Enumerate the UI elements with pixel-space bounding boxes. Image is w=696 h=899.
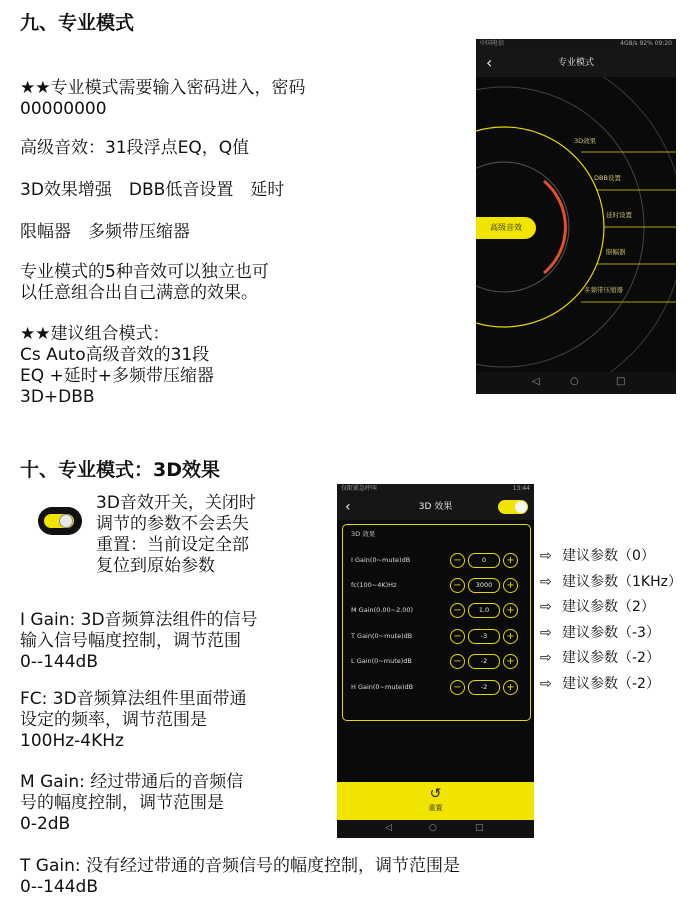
s9-line: 专业模式的5种音效可以独立也可 xyxy=(20,262,269,282)
s9-line: 限幅器 多频带压缩器 xyxy=(20,222,190,242)
panel-title: 3D 效果 xyxy=(351,530,376,538)
suggestion-line xyxy=(540,596,655,616)
nav-home-icon[interactable]: ○ xyxy=(570,376,579,387)
param-label: T Gain(0~mute)dB xyxy=(351,632,413,640)
para-line: 0--144dB xyxy=(20,877,98,897)
back-icon[interactable]: ‹ xyxy=(486,53,493,72)
suggestion-text: 建议参数（1KHz） xyxy=(562,574,682,590)
plus-button[interactable]: + xyxy=(503,603,518,618)
toggle-desc: 复位到原始参数 xyxy=(96,556,215,576)
nav-recents-icon[interactable]: □ xyxy=(475,823,484,833)
menu-item-dbb[interactable]: DBB设置 xyxy=(594,174,621,182)
param-value[interactable]: -2 xyxy=(468,680,500,695)
arrow-icon: ⇨ xyxy=(540,599,552,615)
status-left: 仅限紧急呼叫 xyxy=(341,485,378,492)
param-label: fc(100~4K)Hz xyxy=(351,581,397,589)
status-bar xyxy=(476,39,676,49)
menu-item-3d[interactable]: 3D效果 xyxy=(574,137,597,145)
android-nav-bar xyxy=(476,372,676,394)
reset-label: 重置 xyxy=(428,804,443,812)
menu-item-limiter[interactable]: 限幅器 xyxy=(606,248,626,256)
suggestion-line xyxy=(540,647,660,667)
arrow-icon: ⇨ xyxy=(540,650,552,666)
page-title: 专业模式 xyxy=(557,58,594,68)
plus-button[interactable]: + xyxy=(503,654,518,669)
page-title: 3D 效果 xyxy=(418,502,453,512)
param-value[interactable]: -3 xyxy=(468,629,500,644)
suggestion-line xyxy=(540,673,660,693)
minus-button[interactable]: − xyxy=(450,654,465,669)
plus-button[interactable]: + xyxy=(503,680,518,695)
toggle-desc: 3D音效开关，关闭时 xyxy=(96,493,256,513)
s9-line: Cs Auto高级音效的31段 xyxy=(20,345,210,365)
param-value[interactable]: -2 xyxy=(468,654,500,669)
status-left: 中国电信 xyxy=(480,40,505,47)
reset-icon: ↺ xyxy=(429,786,442,802)
arrow-icon: ⇨ xyxy=(540,574,552,590)
s9-line: ★★专业模式需要输入密码进入，密码 xyxy=(20,78,306,98)
plus-button[interactable]: + xyxy=(503,629,518,644)
android-nav-bar xyxy=(337,820,534,838)
arrow-icon: ⇨ xyxy=(540,548,552,564)
para-line: 100Hz-4KHz xyxy=(20,731,124,751)
minus-button[interactable]: − xyxy=(450,629,465,644)
param-value[interactable]: 1.0 xyxy=(468,603,500,618)
menu-item-delay[interactable]: 延时设置 xyxy=(606,211,632,219)
3d-effect-screenshot xyxy=(337,484,534,838)
param-label: M Gain(0.00~2.00) xyxy=(351,606,414,614)
param-value[interactable]: 0 xyxy=(468,553,500,568)
minus-button[interactable]: − xyxy=(450,553,465,568)
suggestion-text: 建议参数（-3） xyxy=(562,625,660,641)
nav-home-icon[interactable]: ○ xyxy=(429,823,437,833)
nav-recents-icon[interactable]: □ xyxy=(616,376,626,387)
status-bar xyxy=(337,484,534,494)
s9-line: EQ +延时+多频带压缩器 xyxy=(20,366,215,386)
app-header xyxy=(337,494,534,520)
para-line: 号的幅度控制，调节范围是 xyxy=(20,793,224,813)
suggestion-line xyxy=(540,571,682,591)
status-right: 4G8/s 92% 09:20 xyxy=(620,40,672,47)
para-line: T Gain: 没有经过带通的音频信号的幅度控制，调节范围是 xyxy=(20,856,461,876)
minus-button[interactable]: − xyxy=(450,578,465,593)
suggestion-text: 建议参数（-2） xyxy=(562,650,660,666)
plus-button[interactable]: + xyxy=(503,578,518,593)
pro-mode-screenshot xyxy=(476,39,676,394)
toggle-desc: 重置：当前设定全部 xyxy=(96,535,249,555)
arrow-icon: ⇨ xyxy=(540,676,552,692)
para-line: FC: 3D音频算法组件里面带通 xyxy=(20,689,247,709)
param-label: L Gain(0~mute)dB xyxy=(351,657,412,665)
suggestion-text: 建议参数（2） xyxy=(562,599,655,615)
nav-back-icon[interactable]: ◁ xyxy=(532,376,540,387)
para-line: 0-2dB xyxy=(20,814,71,834)
s9-line: 00000000 xyxy=(20,99,107,119)
param-value[interactable]: 3000 xyxy=(468,578,500,593)
s9-line: 高级音效：31段浮点EQ，Q值 xyxy=(20,138,250,158)
para-line: 设定的频率，调节范围是 xyxy=(20,710,207,730)
s9-line: 3D效果增强 DBB低音设置 延时 xyxy=(20,180,285,200)
section9-heading: 九、专业模式 xyxy=(20,12,135,34)
toggle-illustration xyxy=(38,507,82,535)
para-line: M Gain: 经过带通后的音频信 xyxy=(20,772,244,792)
s9-line: 以任意组合出自己满意的效果。 xyxy=(20,283,258,303)
plus-button[interactable]: + xyxy=(503,553,518,568)
3d-toggle[interactable] xyxy=(498,500,528,514)
advanced-audio-button[interactable]: 高级音效 xyxy=(476,217,536,239)
back-icon[interactable]: ‹ xyxy=(345,499,351,515)
status-right: 13:44 xyxy=(512,485,530,492)
minus-button[interactable]: − xyxy=(450,603,465,618)
suggestion-line xyxy=(540,622,660,642)
s9-line: 3D+DBB xyxy=(20,387,95,407)
para-line: I Gain: 3D音频算法组件的信号 xyxy=(20,610,258,630)
param-label: H Gain(0~mute)dB xyxy=(351,683,414,691)
3d-settings-panel xyxy=(342,524,531,721)
minus-button[interactable]: − xyxy=(450,680,465,695)
reset-button[interactable] xyxy=(337,782,534,820)
nav-back-icon[interactable]: ◁ xyxy=(385,823,392,833)
app-header xyxy=(476,49,676,77)
suggestion-text: 建议参数（-2） xyxy=(562,676,660,692)
section10-heading: 十、专业模式：3D效果 xyxy=(20,459,220,481)
menu-item-compressor[interactable]: 多频带压缩器 xyxy=(584,286,623,294)
suggestion-text: 建议参数（0） xyxy=(562,548,655,564)
suggestion-line xyxy=(540,545,655,565)
toggle-desc: 调节的参数不会丢失 xyxy=(96,514,249,534)
para-line: 输入信号幅度控制，调节范围 xyxy=(20,631,241,651)
para-line: 0--144dB xyxy=(20,652,98,672)
s9-line: ★★建议组合模式： xyxy=(20,324,170,344)
param-label: I Gain(0~mute)dB xyxy=(351,556,411,564)
arrow-icon: ⇨ xyxy=(540,625,552,641)
